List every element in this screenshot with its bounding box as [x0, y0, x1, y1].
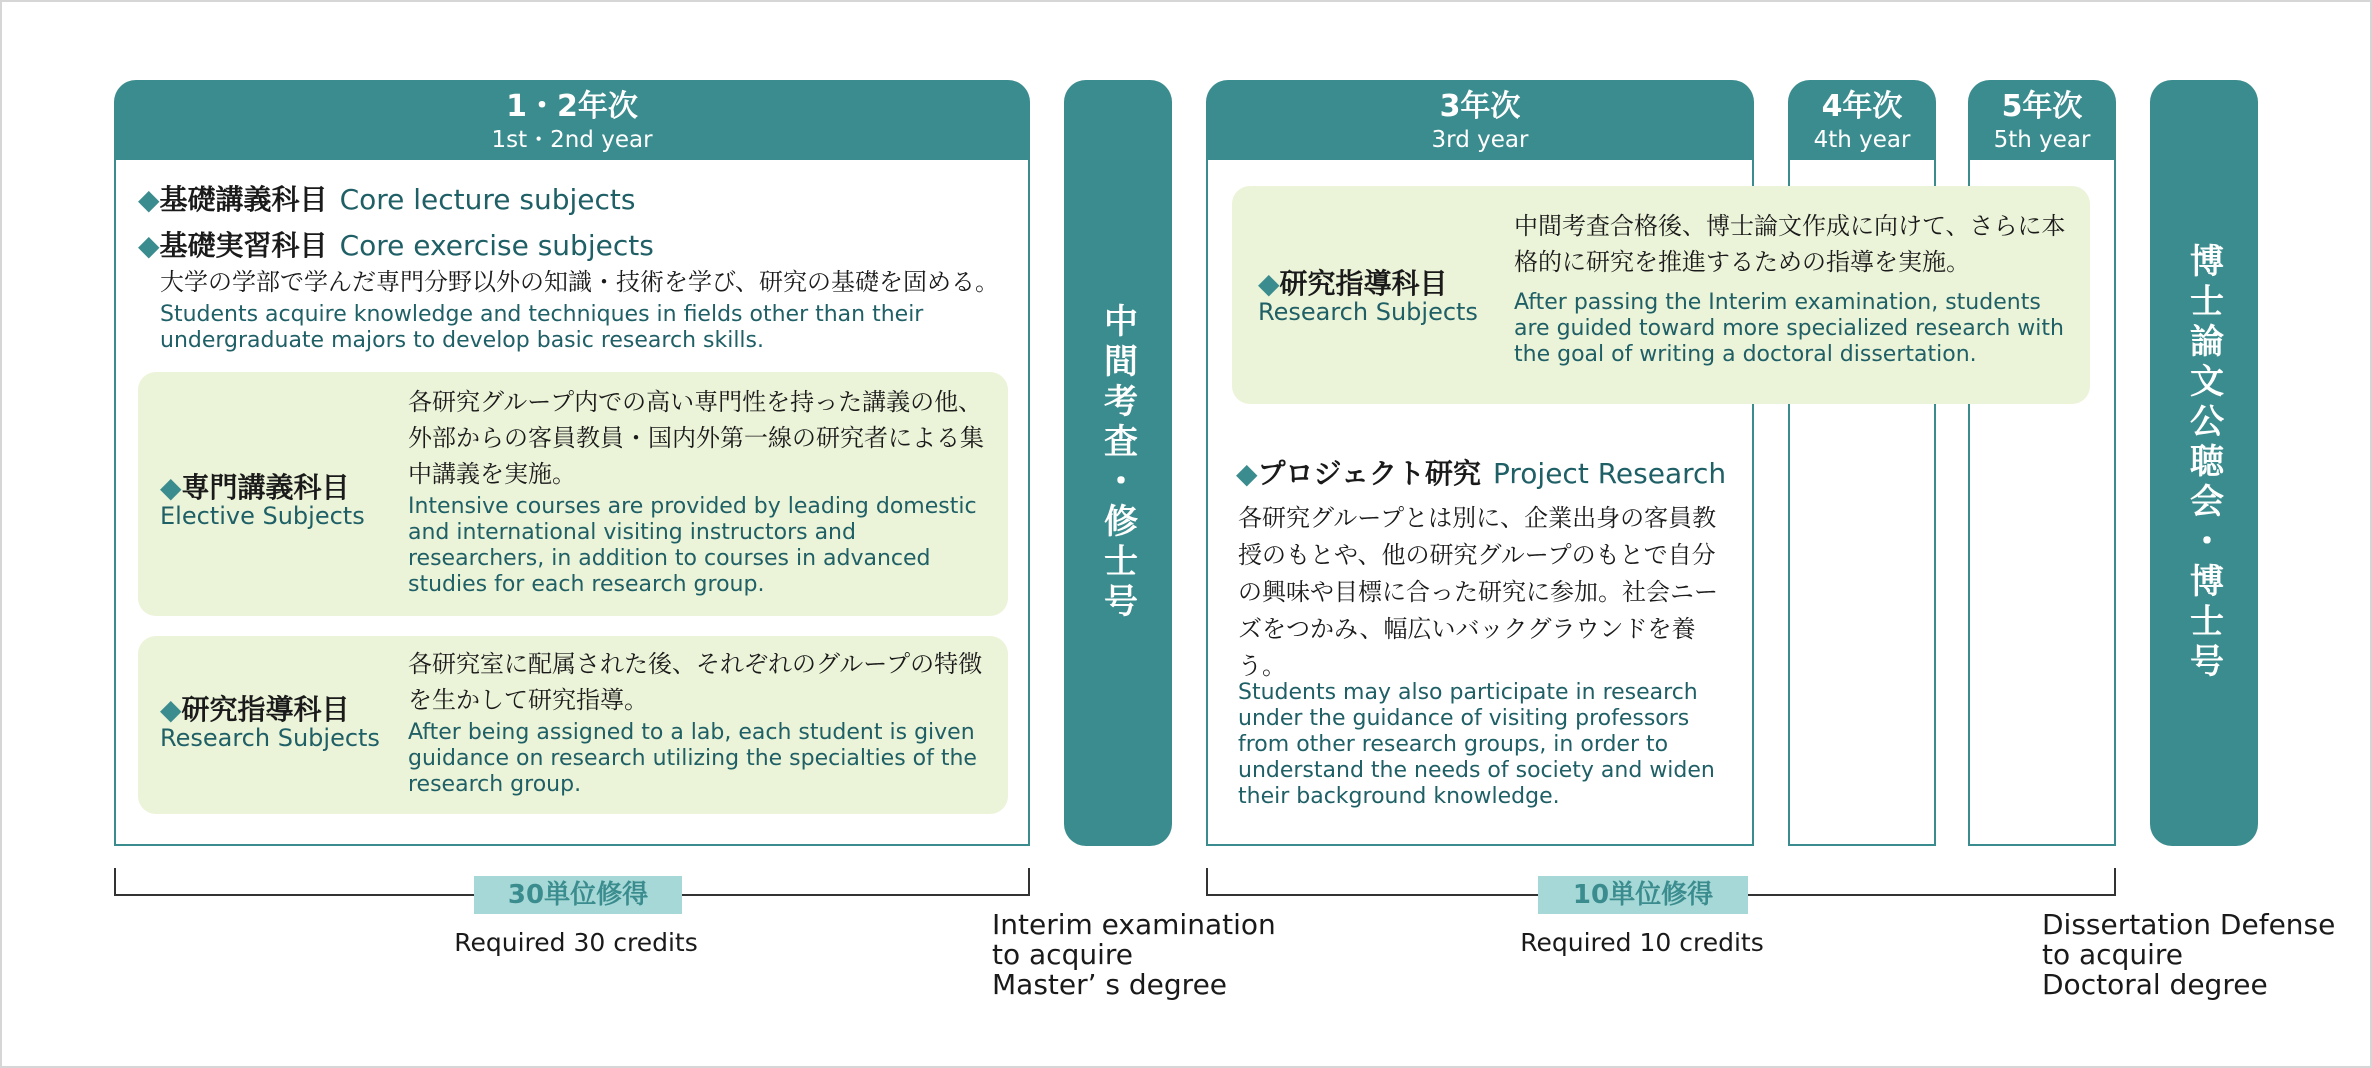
- elective-en: Elective Subjects: [160, 502, 365, 530]
- diamond-icon: ◆: [1258, 267, 1280, 300]
- col4-header-en: 4th year: [1813, 127, 1911, 153]
- project-desc-en: Students may also participate in research under the guidance of visiting professors from other research groups, in order to understand the needs of society and widen their background knowledge.: [1238, 680, 1715, 809]
- core-lecture-en: Core lecture subjects: [339, 183, 636, 216]
- diamond-icon: ◆: [160, 471, 182, 504]
- interim-pillar: [1064, 80, 1172, 846]
- milestone-defense: [2042, 910, 2335, 1000]
- core-exercise-en: Core exercise subjects: [339, 229, 654, 262]
- col5-header: [1968, 80, 2116, 160]
- credits-left-en: Required 30 credits: [454, 928, 698, 957]
- research-jp-35: 研究指導科目: [1279, 267, 1448, 300]
- credits-left-badge: 30単位修得: [474, 876, 682, 914]
- credits-right-en: Required 10 credits: [1520, 928, 1764, 957]
- research-desc-en-35: After passing the Interim examination, students are guided toward more specialized research with the goal of writing a doctoral dissertation.: [1514, 290, 2064, 367]
- research-card-35: [1232, 186, 2090, 404]
- research-en-35: Research Subjects: [1258, 298, 1478, 326]
- project-desc-jp: 各研究グループとは別に、企業出身の客員教授のもとや、他の研究グループのもとで自分の興味や目標に合った研究に参加。社会ニーズをつかみ、幅広いバックグラウンドを養う。: [1238, 504, 1718, 680]
- project-jp: プロジェクト研究: [1257, 457, 1481, 490]
- col4-header-jp: 4年次: [1821, 89, 1903, 124]
- col4-header: [1788, 80, 1936, 160]
- diamond-icon: ◆: [1236, 457, 1258, 490]
- research-card-12: [138, 636, 1008, 814]
- diamond-icon: ◆: [160, 693, 182, 726]
- col5-header-en: 5th year: [1993, 127, 2091, 153]
- col12-box: [114, 160, 1030, 846]
- interim-pillar-label: 中間考査・修士号: [1097, 303, 1138, 623]
- core-desc-en: Students acquire knowledge and techniques in fields other than their undergraduate majors to develop basic research skills.: [160, 302, 924, 353]
- research-title-12: [160, 688, 350, 728]
- core-exercise-title: [138, 224, 654, 264]
- research-jp-12: 研究指導科目: [181, 693, 350, 726]
- research-title-35: [1258, 262, 1448, 302]
- elective-title: [160, 466, 350, 506]
- col5-header-jp: 5年次: [2001, 89, 2083, 124]
- credits-right-badge: 10単位修得: [1538, 876, 1748, 914]
- project-en: Project Research: [1493, 457, 1727, 490]
- milestone-interim-l2: to acquire: [992, 938, 1133, 971]
- milestone-interim-l3: Master’ s degree: [992, 968, 1228, 1001]
- core-lecture-jp: 基礎講義科目: [159, 183, 328, 216]
- col12-header-jp: 1・2年次: [506, 89, 638, 124]
- research-desc-en-12: After being assigned to a lab, each student is given guidance on research utilizing the specialties of the research group.: [408, 720, 977, 797]
- milestone-defense-l3: Doctoral degree: [2042, 968, 2268, 1001]
- project-title: [1236, 452, 1726, 492]
- elective-desc-jp: 各研究グループ内での高い専門性を持った講義の他、外部からの客員教員・国内外第一線の研究者による集中講義を実施。: [408, 388, 984, 488]
- milestone-interim-l1: Interim examination: [992, 908, 1276, 941]
- core-desc-jp: 大学の学部で学んだ専門分野以外の知識・技術を学び、研究の基礎を固める。: [160, 268, 1000, 296]
- milestone-defense-l1: Dissertation Defense: [2042, 908, 2336, 941]
- milestone-interim: [992, 910, 1276, 1000]
- col12-header-en: 1st・2nd year: [491, 127, 653, 153]
- col3-header-en: 3rd year: [1431, 127, 1529, 153]
- defense-pillar: [2150, 80, 2258, 846]
- research-desc-jp-12: 各研究室に配属された後、それぞれのグループの特徴を生かして研究指導。: [408, 650, 983, 714]
- research-en-12: Research Subjects: [160, 724, 380, 752]
- research-desc-jp-35: 中間考査合格後、博士論文作成に向けて、さらに本格的に研究を推進するための指導を実施。: [1514, 212, 2066, 276]
- elective-desc-en: Intensive courses are provided by leading domestic and international visiting instructors and researchers, in addition to courses in advanced studies for each research group.: [408, 494, 977, 597]
- diamond-icon: ◆: [138, 229, 160, 262]
- diamond-icon: ◆: [138, 183, 160, 216]
- elective-jp: 専門講義科目: [181, 471, 350, 504]
- elective-card: [138, 372, 1008, 616]
- milestone-defense-l2: to acquire: [2042, 938, 2183, 971]
- col3-header-jp: 3年次: [1439, 89, 1521, 124]
- col3-header: [1206, 80, 1754, 160]
- core-exercise-jp: 基礎実習科目: [159, 229, 328, 262]
- defense-pillar-label: 博士論文公聴会・博士号: [2183, 243, 2224, 683]
- col12-header: [114, 80, 1030, 160]
- core-lecture-title: [138, 178, 636, 218]
